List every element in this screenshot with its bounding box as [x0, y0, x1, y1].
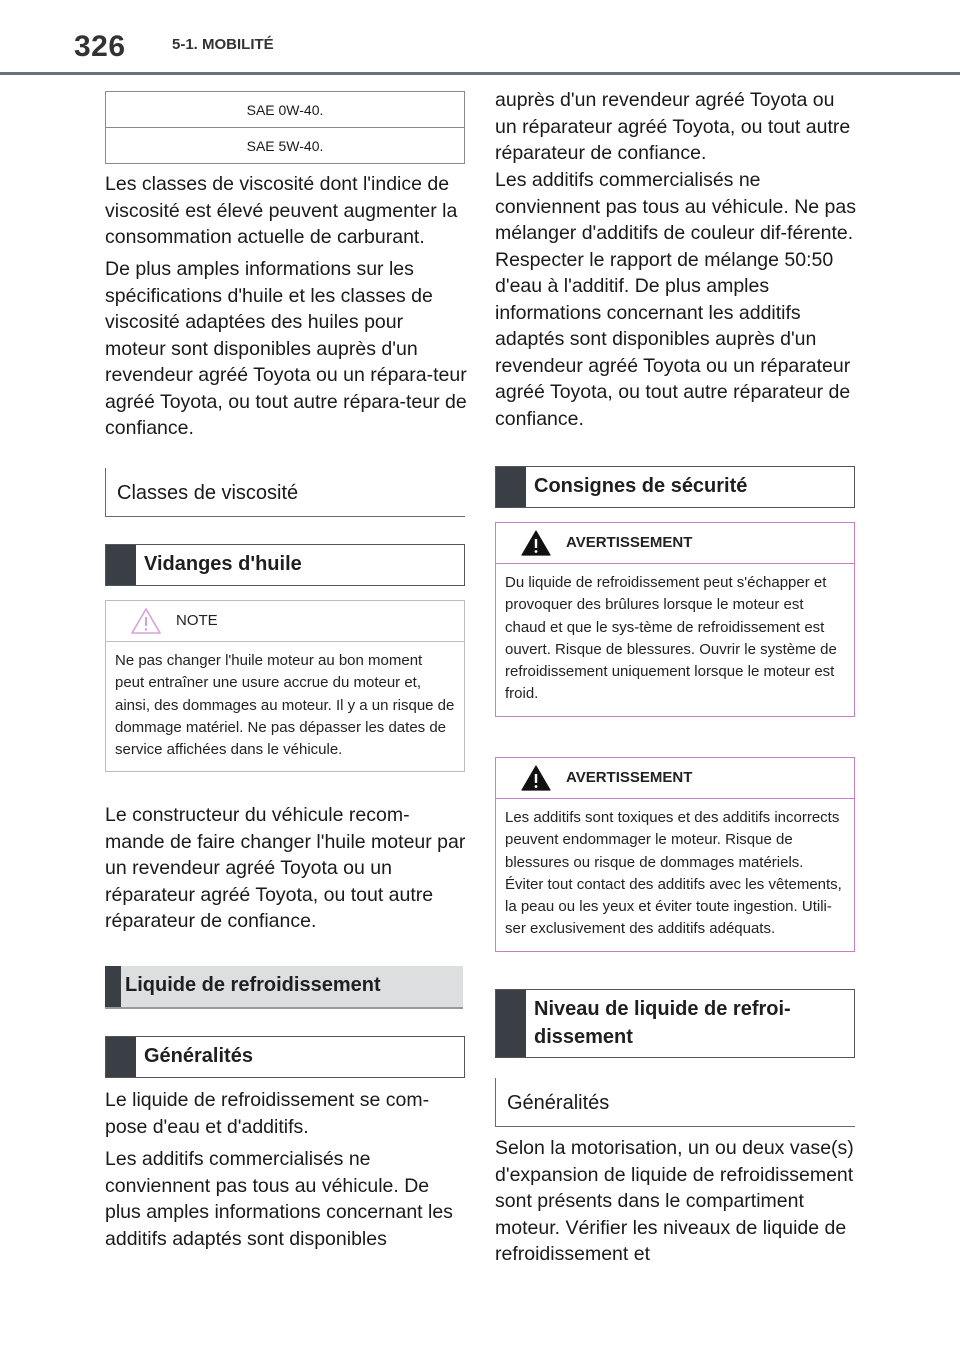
page-header: [0, 0, 960, 76]
table-cell: SAE 0W-40.: [106, 92, 465, 128]
subheading-bar: [495, 1078, 496, 1126]
heading-coolant: [105, 966, 463, 1009]
subheading-text: Généralités: [507, 1092, 610, 1114]
subheading-viscosity: [105, 468, 465, 517]
heading-bar: [496, 467, 526, 507]
paragraph: Les classes de viscosité dont l'indice de viscosité est élevé peuvent augmenter la consommation actuelle de carburant.: [105, 173, 458, 248]
table-row: [106, 92, 465, 128]
table-cell: SAE 5W-40.: [106, 128, 465, 164]
warning-title: AVERTISSEMENT: [566, 534, 693, 551]
note-body: Ne pas changer l'huile moteur au bon moment peut entraîner une usure accrue du moteur et, ainsi, des dommages au moteur. Il y a un risque de dommage matériel. Ne pas dépasser les dates de service affichées dans le véhicule.: [115, 652, 455, 759]
warning-header: [496, 758, 854, 799]
page-number: 326: [74, 30, 126, 63]
heading-bar: [106, 545, 136, 585]
note-box: [105, 600, 465, 772]
paragraph: Le liquide de refroidissement se com-pose d'eau et d'additifs.: [105, 1089, 430, 1138]
paragraph: Le constructeur du véhicule recom-mande de faire changer l'huile moteur par un revendeur agréé Toyota ou un réparateur agréé Toyota, ou tout autre réparateur de confiance.: [105, 804, 466, 932]
note-header: [106, 601, 464, 642]
sae-table: [105, 91, 465, 164]
header-rule: [0, 72, 960, 75]
warning-body: Les additifs sont toxiques et des additifs incorrects peuvent endommager le moteur. Risque de blessures ou risque de dommages matériels. Éviter tout contact des additifs avec les vêtements, la peau ou les yeux et éviter toute ingestion. Utili-ser exclusivement des additifs adéquats.: [505, 809, 842, 938]
warning-triangle-icon: [520, 529, 552, 557]
note-title: NOTE: [176, 612, 218, 629]
heading-bar: [106, 1037, 136, 1077]
heading-text: Consignes de sécurité: [534, 475, 748, 497]
warning-body: Du liquide de refroidissement peut s'échapper et provoquer des brûlures lorsque le moteur est chaud et que le sys-tème de refroidissement est ouvert. Risque de blessures. Ouvrir le système de refroidissement uniquement lorsque le moteur est froid.: [505, 574, 837, 703]
subheading-general: [495, 1078, 855, 1127]
heading-bar: [496, 990, 526, 1057]
heading-text: Niveau de liquide de refroi-dissement: [534, 998, 791, 1048]
paragraph: Les additifs commercialisés ne conviennent pas tous au véhicule. De plus amples informations concernant les additifs adaptés sont disponibles: [105, 1148, 453, 1250]
table-row: [106, 128, 465, 164]
paragraph: Selon la motorisation, un ou deux vase(s) d'expansion de liquide de refroidissement sont présents dans le compartiment moteur. Vérifier les niveaux de liquide de refroidissement et: [495, 1137, 854, 1265]
paragraph: auprès d'un revendeur agréé Toyota ou un réparateur agréé Toyota, ou tout autre réparateur de confiance.: [495, 89, 851, 164]
heading-coolant-level: [495, 989, 855, 1058]
warning-header: [496, 523, 854, 564]
warning-box: [495, 757, 855, 952]
subheading-text: Classes de viscosité: [117, 482, 299, 504]
heading-safety: [495, 466, 855, 508]
warning-box: [495, 522, 855, 717]
paragraph: De plus amples informations sur les spécifications d'huile et les classes de viscosité adaptées des huiles pour moteur sont disponibles auprès d'un revendeur agréé Toyota ou un répara-teur agréé Toyota, ou tout autre répara-teur de confiance.: [105, 258, 467, 439]
heading-text: Vidanges d'huile: [144, 553, 302, 575]
subheading-bar: [105, 468, 106, 516]
paragraph: Les additifs commercialisés ne conviennent pas tous au véhicule. Ne pas mélanger d'additifs de couleur dif-férente. Respecter le rapport de mélange 50:50 d'eau à l'additif. De plus amples informations concernant les additifs adaptés sont disponibles auprès d'un revendeur agréé Toyota ou un réparateur agréé Toyota, ou tout autre réparateur de confiance.: [495, 169, 856, 430]
heading-text: Généralités: [144, 1045, 253, 1067]
warning-title: AVERTISSEMENT: [566, 769, 693, 786]
heading-oil-change: [105, 544, 465, 586]
warning-triangle-icon: [520, 764, 552, 792]
warning-triangle-icon: [130, 607, 162, 635]
chapter-title: 5-1. MOBILITÉ: [172, 36, 274, 53]
heading-bar: [105, 966, 121, 1007]
heading-general: [105, 1036, 465, 1078]
heading-text: Liquide de refroidissement: [125, 974, 381, 996]
